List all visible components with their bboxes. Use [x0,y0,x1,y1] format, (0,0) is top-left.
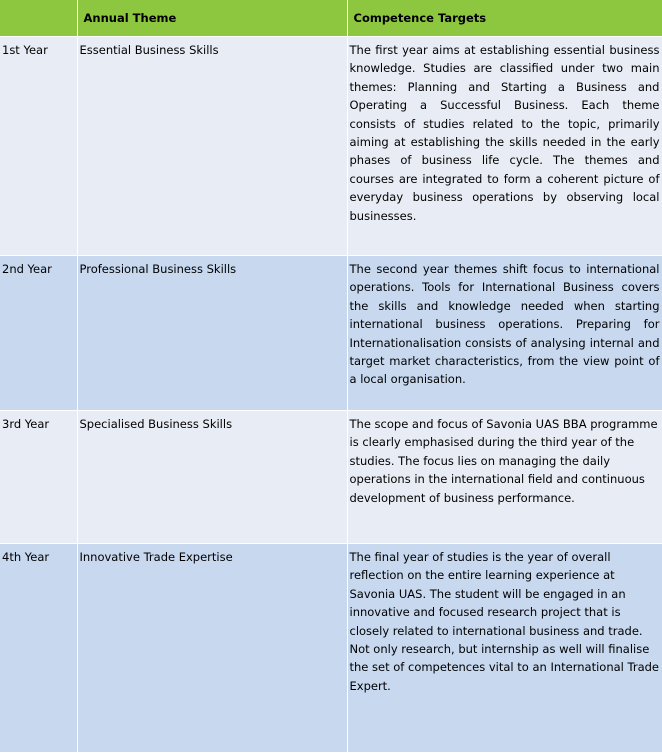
table-row [0,256,662,411]
year-cell: 3rd Year [0,411,77,544]
theme-cell: Innovative Trade Expertise [77,544,347,753]
header-competence-targets: Competence Targets [347,0,662,37]
table-row [0,544,662,753]
header-annual-theme: Annual Theme [77,0,347,37]
table-row [0,411,662,544]
header-row [0,0,662,37]
theme-cell: Specialised Business Skills [77,411,347,544]
table-row [0,37,662,256]
targets-cell: The second year themes shift focus to international operations. Tools for International Business covers the skills and knowledge needed when starting international business operations. Preparing for Internationalisation consists of analysing internal and target market characteristics, from the view point of a local organisation. [347,256,662,411]
header-year [0,0,77,37]
targets-cell: The final year of studies is the year of overall reflection on the entire learning experience at Savonia UAS. The student will be engaged in an innovative and focused research project that is closely related to international business and trade. Not only research, but internship as well will finalise the set of competences vital to an International Trade Expert. [347,544,662,753]
theme-cell: Professional Business Skills [77,256,347,411]
year-cell: 4th Year [0,544,77,753]
theme-cell: Essential Business Skills [77,37,347,256]
year-cell: 1st Year [0,37,77,256]
year-cell: 2nd Year [0,256,77,411]
targets-cell: The first year aims at establishing essential business knowledge. Studies are classified under two main themes: Planning and Starting a Business and Operating a Successful Business. Each theme consists of studies related to the topic, primarily aiming at establishing the skills needed in the early phases of business life cycle. The themes and courses are integrated to form a coherent picture of everyday business operations by observing local businesses. [347,37,662,256]
targets-cell: The scope and focus of Savonia UAS BBA programme is clearly emphasised during the third year of the studies. The focus lies on managing the daily operations in the international field and continuous development of business performance. [347,411,662,544]
